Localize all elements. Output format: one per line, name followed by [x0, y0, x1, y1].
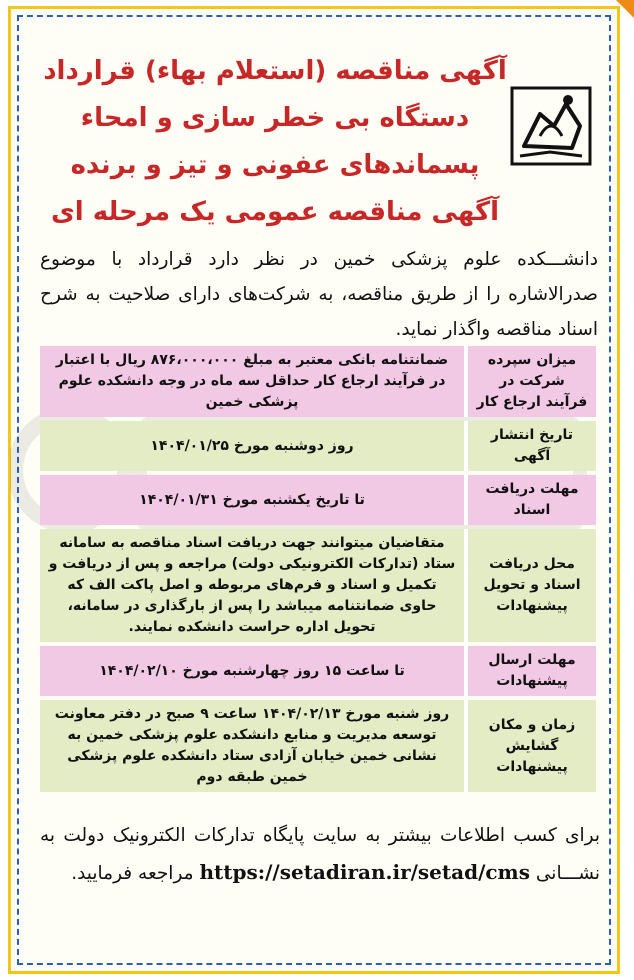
row-label: میزان سپرده شرکت در فرآیند ارجاع کار — [464, 346, 596, 417]
row-value: روز شنبه مورخ ۱۴۰۴/۰۲/۱۳ ساعت ۹ صبح در دفتر معاونت توسعه مدیریت و منابع دانشکده علوم پزشکی خمین به نشانی خمین خیابان آزادی ستاد دانشکده علوم پزشکی خمین طبقه دوم — [40, 700, 464, 792]
row-value: متقاضیان میتوانند جهت دریافت اسناد مناقصه به سامانه ستاد (تدارکات الکترونیکی دولت) مراجعه و پس از دریافت و تکمیل و اسناد و فرم‌های مربوطه و اصل پاکت الف که حاوی ضمانتنامه میباشد را پس از بارگذاری در سامانه، تحویل اداره حراست دانشکده نمایند. — [40, 529, 464, 642]
table-row — [40, 529, 596, 642]
title-line-2: دستگاه بی خطر سازی و امحاء — [80, 103, 470, 133]
tender-details-table — [40, 342, 596, 796]
row-label: تاریخ انتشار آگهی — [464, 421, 596, 471]
ad-title — [40, 48, 510, 236]
table-row — [40, 475, 596, 525]
row-value: ضمانتنامه بانکی معتبر به مبلغ ۸۷۶،۰۰۰،۰۰۰ ریال با اعتبار در فرآیند ارجاع کار حداقل سه ماه در وجه دانشکده علوم پزشکی خمین — [40, 346, 464, 417]
row-label: مهلت دریافت اسناد — [464, 475, 596, 525]
row-label: زمان و مکان گشایش پیشنهادات — [464, 700, 596, 792]
footer-text-end: مراجعه فرمایید. — [71, 863, 194, 884]
university-logo-icon — [510, 86, 592, 166]
row-value: تا تاریخ یکشنبه مورخ ۱۴۰۴/۰۱/۳۱ — [40, 475, 464, 525]
footer-text: برای کسب اطلاعات بیشتر به سایت پایگاه تدارکات الکترونیک دولت به نشـــانی — [40, 825, 600, 884]
footer-paragraph — [40, 818, 600, 892]
row-label: محل دریافت اسناد و تحویل پیشنهادات — [464, 529, 596, 642]
table-row — [40, 700, 596, 792]
intro-paragraph: دانشـــکده علوم پزشکی خمین در نظر دارد قرارداد با موضوع صدرالاشاره را از طریق مناقصه، به شرکت‌های دارای صلاحیت به شرح اسناد مناقصه واگذار نماید. — [40, 249, 598, 340]
table-row — [40, 646, 596, 696]
setad-link[interactable]: https://setadiran.ir/setad/cms — [199, 860, 530, 884]
title-line-3: پسماندهای عفونی و تیز و برنده — [70, 150, 480, 180]
title-line-4: آگهی مناقصه عمومی یک مرحله ای — [50, 197, 500, 227]
title-line-1: آگهی مناقصه (استعلام بهاء) قرارداد — [43, 56, 507, 86]
table-row — [40, 346, 596, 417]
row-label: مهلت ارسال پیشنهادات — [464, 646, 596, 696]
row-value: روز دوشنبه مورخ ۱۴۰۴/۰۱/۲۵ — [40, 421, 464, 471]
row-value: تا ساعت ۱۵ روز چهارشنبه مورخ ۱۴۰۴/۰۲/۱۰ — [40, 646, 464, 696]
table-row — [40, 421, 596, 471]
